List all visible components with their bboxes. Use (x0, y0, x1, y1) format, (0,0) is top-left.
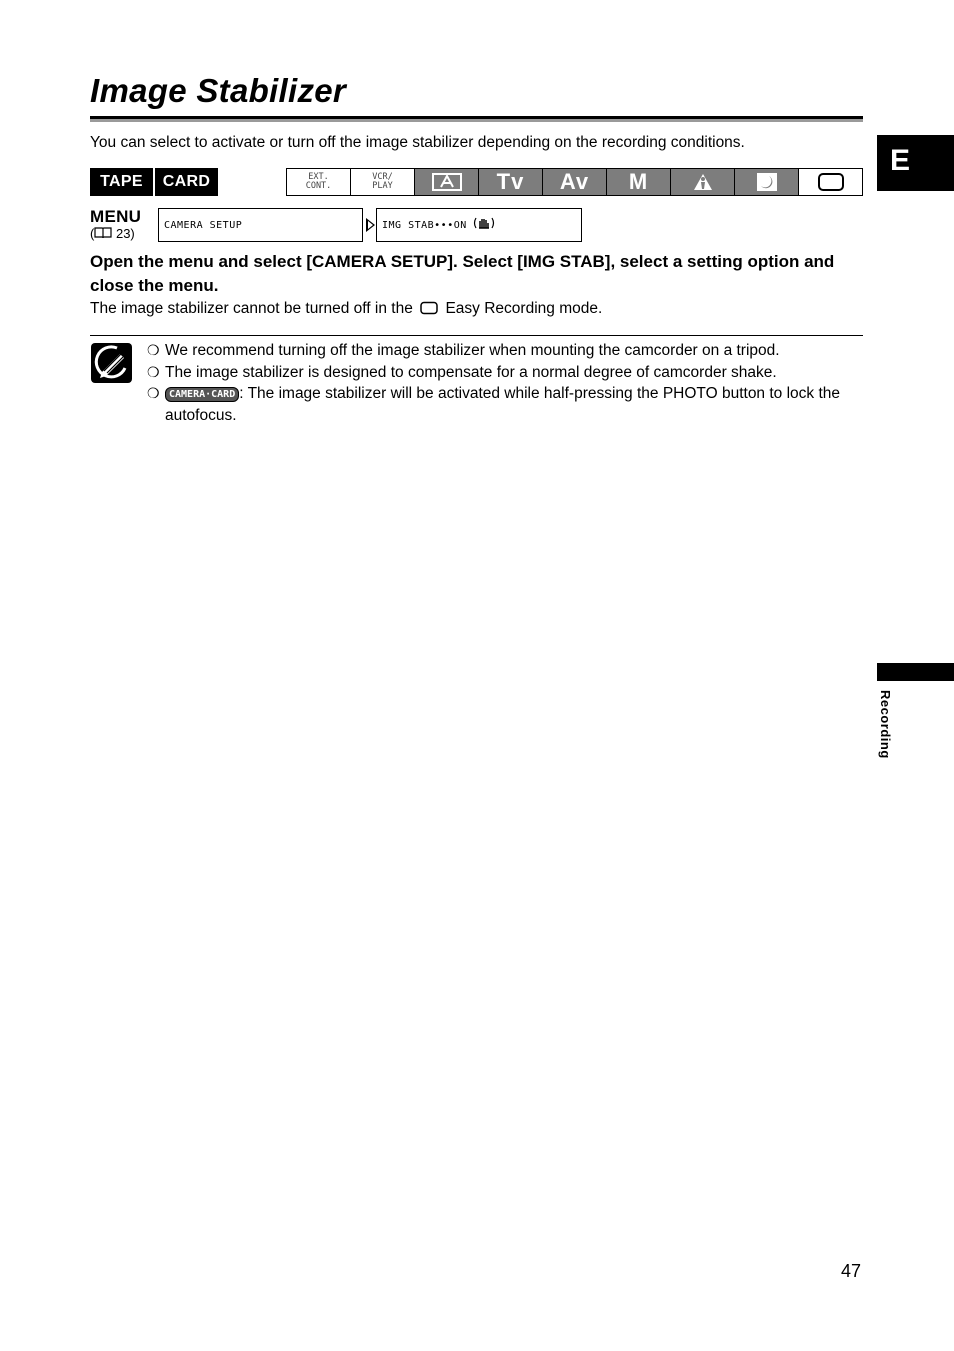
stabilizer-icon (473, 217, 495, 229)
mode-ext-cont: EXT. CONT. (287, 169, 351, 195)
auto-mode-icon (432, 173, 462, 191)
bullet-icon: ❍ (147, 385, 160, 401)
bullet-icon: ❍ (147, 363, 160, 380)
menu-img-stab: IMG STAB•••ON (376, 208, 582, 242)
list-item: ❍ We recommend turning off the image stabilizer when mounting the camcorder on a tripod. (147, 340, 863, 362)
easy-recording-icon-inline (419, 301, 439, 315)
night-mode-icon (756, 172, 778, 192)
tips-icon (90, 342, 133, 384)
bullet-icon: ❍ (147, 342, 160, 358)
book-icon (94, 227, 112, 239)
easy-mode-note: The image stabilizer cannot be turned off in the Easy Recording mode. (90, 300, 603, 317)
intro-text: You can select to activate or turn off the image stabilizer depending on the recording conditions. (90, 134, 745, 151)
side-tab-bar (877, 663, 954, 681)
side-section-label: Recording (878, 690, 893, 759)
menu-arrow-icon (365, 217, 376, 233)
scene-mode-icon (692, 172, 714, 192)
easy-recording-icon (817, 172, 845, 192)
list-item: ❍ CAMERA·CARD : The image stabilizer will be activated while half-pressing the PHOTO button to lock the autofocus. (147, 385, 841, 424)
section-divider (90, 335, 863, 336)
title-rule-grey (90, 119, 863, 122)
mode-tv: Tv (479, 169, 543, 195)
mode-vcr-play: VCR/ PLAY (351, 169, 415, 195)
mode-scene (671, 169, 735, 195)
menu-page-ref: ( 23) (90, 226, 135, 241)
mode-m: M (607, 169, 671, 195)
tips-list (147, 340, 863, 426)
tape-mode-badge: TAPE (90, 168, 153, 196)
mode-auto (415, 169, 479, 195)
list-item: ❍ The image stabilizer is designed to compensate for a normal degree of camcorder shake. (147, 362, 863, 384)
menu-camera-setup: CAMERA SETUP (158, 208, 363, 242)
mode-bar (286, 168, 863, 196)
card-mode-badge: CARD (155, 168, 218, 196)
mode-easy (799, 169, 862, 195)
mode-av: Av (543, 169, 607, 195)
menu-label: MENU (90, 207, 142, 226)
section-tab: E (877, 135, 954, 191)
camera-card-badge: CAMERA·CARD (165, 387, 239, 402)
page-title: Image Stabilizer (90, 72, 347, 109)
instruction-step: Open the menu and select [CAMERA SETUP]. Select [IMG STAB], select a setting option and close the menu. (90, 252, 835, 295)
page-number: 47 (841, 1261, 862, 1281)
mode-night (735, 169, 799, 195)
